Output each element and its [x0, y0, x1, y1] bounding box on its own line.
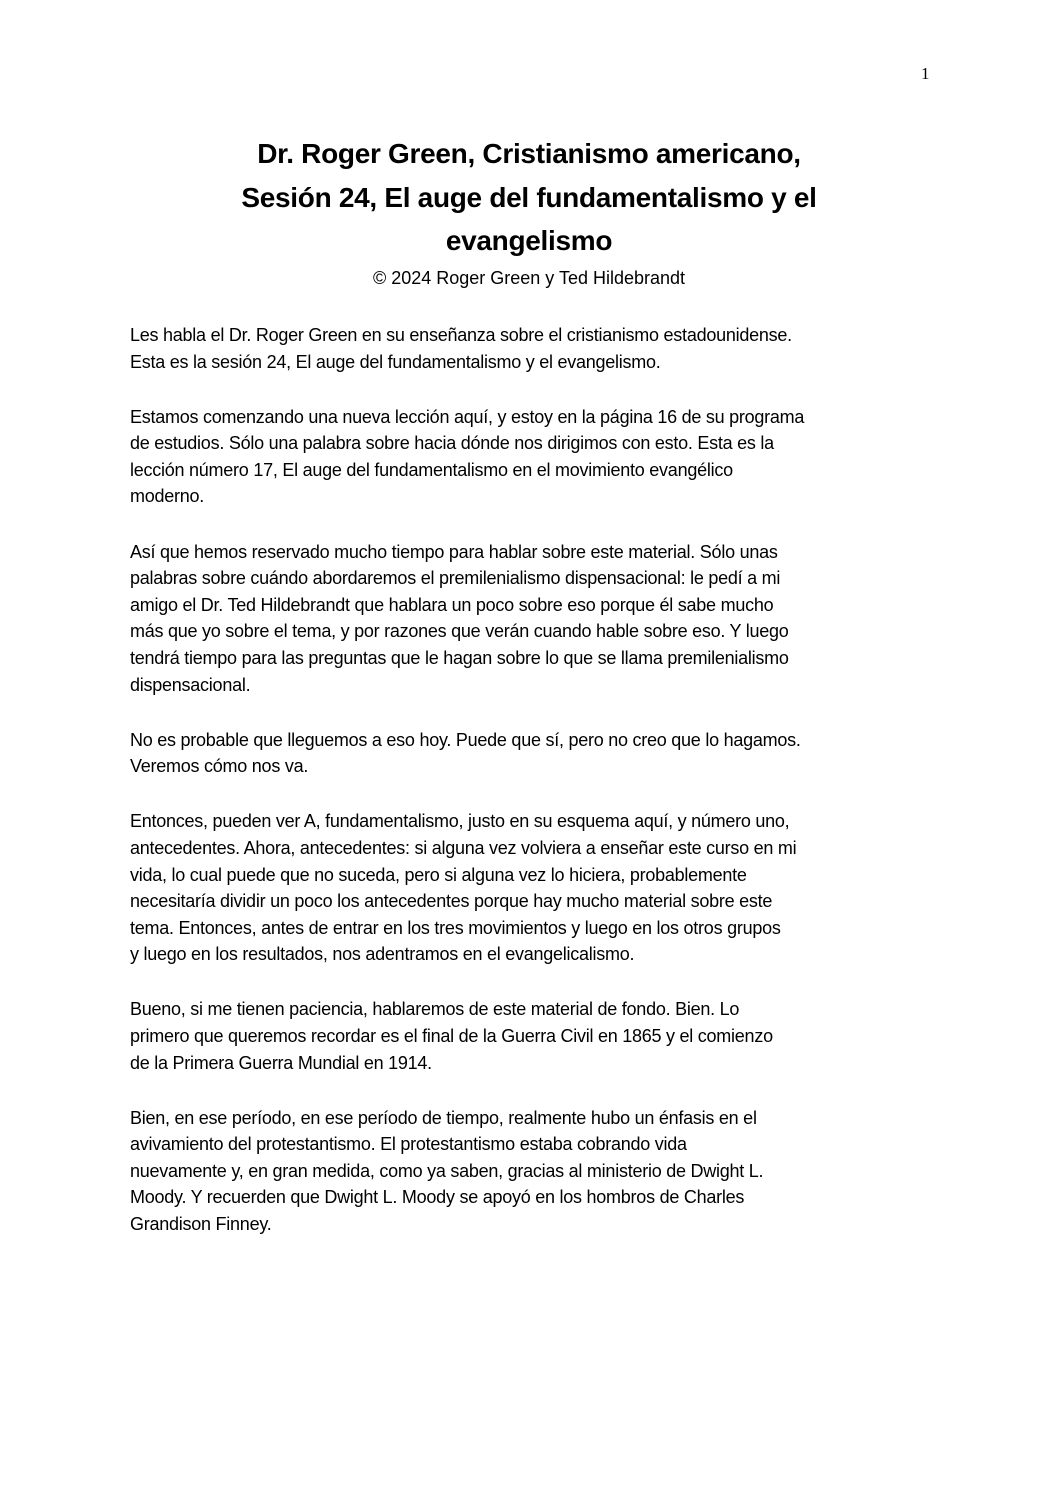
text-line: dispensacional.	[130, 674, 251, 695]
paragraph	[130, 996, 950, 1076]
text-line: palabras sobre cuándo abordaremos el premilenialismo dispensacional: le pedí a mi	[130, 568, 781, 589]
text-line: amigo el Dr. Ted Hildebrandt que hablara un poco sobre eso porque él sabe mucho	[130, 594, 774, 615]
text-line: antecedentes. Ahora, antecedentes: si alguna vez volviera a enseñar este curso en mi	[130, 837, 797, 858]
paragraph	[130, 404, 950, 510]
text-line: Grandison Finney.	[130, 1214, 272, 1235]
title-line: Dr. Roger Green, Cristianismo americano,	[257, 138, 801, 169]
paragraph	[130, 539, 950, 699]
title-line: evangelismo	[445, 225, 613, 256]
text-line: Esta es la sesión 24, El auge del fundamentalismo y el evangelismo.	[130, 351, 661, 372]
text-line: vida, lo cual puede que no suceda, pero si alguna vez lo hiciera, probablemente	[130, 864, 747, 885]
paragraph	[130, 1105, 950, 1238]
text-line: Les habla el Dr. Roger Green en su enseñanza sobre el cristianismo estadounidense.	[130, 325, 792, 345]
text-line: Moody. Y recuerden que Dwight L. Moody se apoyó en los hombros de Charles	[130, 1187, 745, 1208]
text-line: de la Primera Guerra Mundial en 1914.	[130, 1052, 432, 1073]
text-line: lección número 17, El auge del fundamentalismo en el movimiento evangélico	[130, 459, 733, 480]
document-body	[130, 322, 950, 1266]
text-line: tendrá tiempo para las preguntas que le hagan sobre lo que se llama premilenialismo	[130, 647, 789, 668]
text-line: No es probable que lleguemos a eso hoy. Puede que sí, pero no creo que lo hagamos.	[130, 729, 801, 750]
text-line: moderno.	[130, 486, 205, 507]
text-line: tema. Entonces, antes de entrar en los tres movimientos y luego en los otros grupos	[130, 917, 781, 938]
page-number: 1	[921, 64, 930, 83]
paragraph	[130, 727, 950, 780]
text-line: más que yo sobre el tema, y por razones que verán cuando hable sobre eso. Y luego	[130, 621, 789, 642]
text-line: necesitaría dividir un poco los antecedentes porque hay mucho material sobre este	[130, 891, 773, 912]
text-line: Estamos comenzando una nueva lección aquí, y estoy en la página 16 de su programa	[130, 406, 805, 427]
title-line: Sesión 24, El auge del fundamentalismo y el	[241, 181, 817, 213]
text-line: primero que queremos recordar es el final de la Guerra Civil en 1865 y el comienzo	[130, 1025, 773, 1046]
text-line: de estudios. Sólo una palabra sobre hacia dónde nos dirigimos con esto. Esta es la	[130, 433, 774, 454]
paragraph	[130, 808, 950, 968]
copyright-notice: © 2024 Roger Green y Ted Hildebrandt	[372, 268, 686, 288]
text-line: nuevamente y, en gran medida, como ya saben, gracias al ministerio de Dwight L.	[130, 1160, 764, 1181]
text-line: Veremos cómo nos va.	[130, 756, 309, 777]
text-line: y luego en los resultados, nos adentramos en el evangelicalismo.	[130, 944, 635, 965]
text-line: Bueno, si me tienen paciencia, hablaremos de este material de fondo. Bien. Lo	[130, 999, 740, 1020]
text-line: avivamiento del protestantismo. El protestantismo estaba cobrando vida	[130, 1134, 687, 1155]
text-line: Bien, en ese período, en ese período de tiempo, realmente hubo un énfasis en el	[130, 1107, 757, 1128]
document-title	[0, 132, 1058, 263]
text-line: Entonces, pueden ver A, fundamentalismo, justo en su esquema aquí, y número uno,	[130, 811, 790, 832]
paragraph	[130, 322, 950, 375]
text-line: Así que hemos reservado mucho tiempo para hablar sobre este material. Sólo unas	[130, 541, 778, 562]
